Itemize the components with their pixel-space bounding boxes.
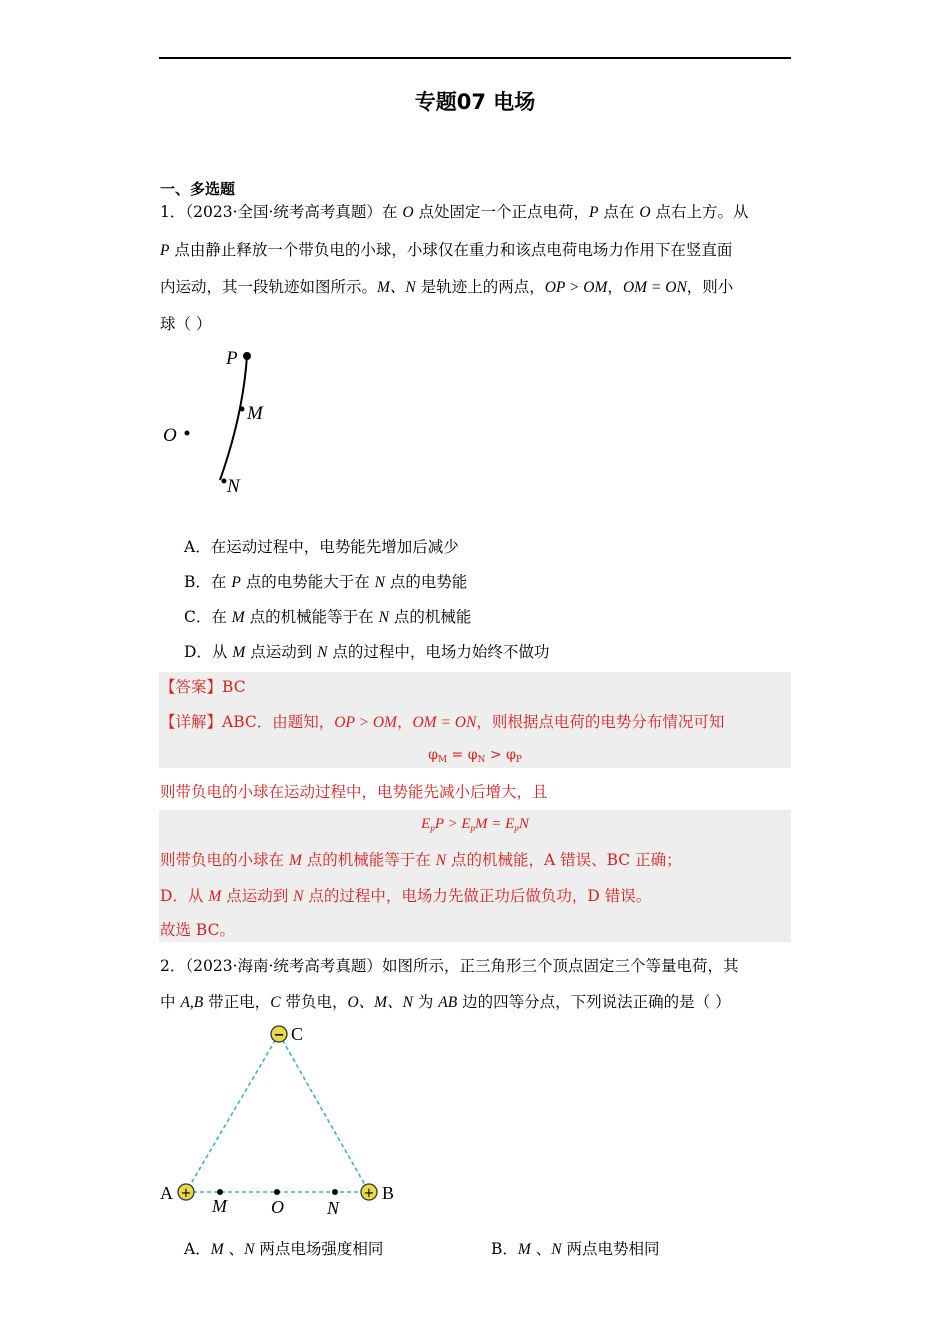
sub: p (470, 823, 476, 833)
phi: φ (506, 747, 516, 763)
text: 则带负电的小球在 (160, 851, 289, 869)
var: N (244, 1241, 255, 1258)
label-M: M (212, 1196, 227, 1216)
q1-explain-line-4 (160, 886, 651, 907)
text: B．在 (184, 573, 232, 591)
text: C．在 (184, 608, 232, 626)
q1-line-1 (160, 202, 748, 223)
text: 、 (530, 1240, 552, 1258)
q2-source: （2023·海南·统考高考真题） (185, 957, 382, 975)
var: N (378, 609, 389, 626)
var: M (208, 888, 222, 905)
text: 点的电势能大于在 (240, 573, 375, 591)
page-title: 专题07 电场 (414, 90, 536, 114)
header-rule (159, 57, 791, 59)
text: 点的电势能 (385, 573, 468, 591)
text: 点的过程中，电场力先做正功后做负功，D 错误。 (303, 887, 652, 905)
q1-line-2 (160, 240, 732, 261)
text: B． (491, 1240, 518, 1258)
cond: OM = ON (412, 714, 477, 731)
q1-number: 1． (160, 203, 186, 221)
var: N (374, 574, 385, 591)
q1-line-4: 球（ ） (160, 315, 212, 333)
sub: M (437, 755, 448, 765)
q1-explain-line-5: 故选 BC。 (160, 921, 235, 939)
q2-option-a (184, 1239, 383, 1260)
label-C: C (291, 1024, 304, 1044)
text: 两点电场强度相同 (254, 1240, 384, 1258)
q1-line-3 (160, 277, 733, 298)
q1-trajectory-figure (150, 340, 290, 500)
text: 如图所示，正三角形三个顶点固定三个等量电荷，其 (381, 957, 739, 975)
q1-answer (160, 677, 246, 697)
point-N (332, 1189, 338, 1195)
var: M (475, 816, 488, 832)
var-OMN: O、M、N (347, 994, 413, 1011)
var: M (232, 644, 246, 661)
var: N (551, 1241, 562, 1258)
section-heading: 一、多选题 (160, 180, 236, 198)
plus-sign: + (363, 1186, 375, 1201)
q1-explain-line-1 (160, 712, 724, 733)
label-B: B (382, 1183, 395, 1203)
var-AB: A,B (180, 994, 204, 1011)
q2-number: 2． (160, 957, 186, 975)
var: P (434, 816, 444, 832)
text: 是轨迹上的两点， (415, 278, 545, 296)
sub: P (515, 755, 522, 765)
var-O: O (639, 204, 651, 221)
q1-explain-line-2: 则带负电的小球在运动过程中，电势能先减小后增大，且 (160, 783, 548, 801)
var-AB-edge: AB (438, 994, 458, 1011)
var-P: P (160, 242, 170, 259)
label-A: A (160, 1183, 173, 1203)
label-O: O (271, 1197, 284, 1217)
var: M (288, 852, 302, 869)
text: 点在 (598, 203, 640, 221)
label-N: N (327, 1198, 340, 1218)
q1-option-b (184, 572, 467, 593)
cond: OP > OM (334, 714, 397, 731)
text: 点右上方。从 (650, 203, 749, 221)
text: 点运动到 (245, 643, 318, 661)
text: 带负电， (280, 993, 348, 1011)
text: 点由静止释放一个带负电的小球，小球仅在重力和该点电荷电场力作用下在竖直面 (169, 241, 733, 259)
cond-op-om: OP > OM (544, 279, 608, 296)
text: ，则根据点电荷的电势分布情况可知 (476, 713, 725, 731)
var: M (210, 1241, 224, 1258)
point-N (222, 479, 227, 484)
sign: > (485, 747, 507, 763)
text: 、 (223, 1240, 245, 1258)
text: 为 (412, 993, 439, 1011)
text: ， (607, 278, 623, 296)
text: 带正电， (203, 993, 271, 1011)
var: M (517, 1241, 531, 1258)
label-O: O (163, 425, 177, 446)
text: 点的机械能等于在 (301, 851, 436, 869)
q2-line-1 (160, 956, 738, 976)
point-O (274, 1189, 280, 1195)
text: 两点电势相同 (561, 1240, 660, 1258)
cond-om-on: OM = ON (622, 279, 687, 296)
text: 点的机械能，A 错误、BC 正确； (446, 851, 682, 869)
var-C: C (270, 994, 281, 1011)
explain-label: 【详解】 (160, 713, 223, 731)
var: N (518, 816, 529, 832)
point-M (240, 407, 245, 412)
q1-option-d (184, 642, 549, 663)
minus-sign: − (273, 1028, 285, 1043)
text: 内运动，其一段轨迹如图所示。 (160, 278, 378, 296)
phi: φ (467, 747, 478, 763)
sign: = (487, 816, 506, 832)
text: 点的机械能等于在 (244, 608, 379, 626)
var: N (317, 644, 328, 661)
label-N: N (227, 476, 240, 497)
q1-source: （2023·全国·统考高考真题） (185, 203, 382, 221)
sign: = (447, 747, 468, 763)
q1-explain-line-3 (160, 850, 682, 871)
point-O (185, 431, 190, 436)
sub: N (477, 755, 486, 765)
text: 点处固定一个正点电荷， (413, 203, 590, 221)
edge-CA (186, 1034, 279, 1192)
q1-option-c (184, 607, 471, 628)
q2-line-2 (160, 992, 731, 1013)
text: 点运动到 (221, 887, 294, 905)
sub: p (514, 823, 519, 833)
text: 点的过程中，电场力始终不做功 (327, 643, 550, 661)
text: 边的四等分点，下列说法正确的是（ ） (457, 993, 731, 1011)
q2-option-b (491, 1239, 660, 1260)
var-P: P (589, 204, 599, 221)
q2-triangle-figure (150, 1015, 410, 1225)
text: 在 (381, 203, 403, 221)
answer-label: 【答案】 (160, 678, 223, 696)
point-M (217, 1189, 223, 1195)
q1-option-a: A．在运动过程中，电势能先增加后减少 (184, 538, 459, 556)
E: E (421, 816, 431, 832)
edge-CB (279, 1034, 369, 1192)
point-P (243, 352, 251, 360)
var: N (293, 888, 304, 905)
sign: > (443, 816, 462, 832)
E: E (461, 816, 471, 832)
label-M: M (247, 403, 263, 424)
q1-energy-equation (159, 816, 791, 833)
var-MN: M、N (377, 279, 416, 296)
sub: p (430, 823, 435, 833)
plus-sign: + (180, 1186, 192, 1201)
text: ，则小 (686, 278, 734, 296)
trajectory-curve (220, 356, 247, 480)
text: 中 (160, 993, 181, 1011)
text: A． (184, 1240, 211, 1258)
text: D．从 (160, 887, 209, 905)
text: ， (396, 713, 413, 731)
q1-potential-equation (159, 747, 791, 765)
var: P (231, 574, 241, 591)
text: D．从 (184, 643, 233, 661)
E: E (505, 816, 515, 832)
var: N (435, 852, 447, 869)
text: ABC．由题知， (222, 713, 335, 731)
phi: φ (428, 747, 438, 763)
label-P: P (226, 348, 238, 369)
var: M (231, 609, 245, 626)
var-O: O (402, 204, 414, 221)
text: 点的机械能 (388, 608, 472, 626)
answer-value: BC (222, 678, 246, 696)
